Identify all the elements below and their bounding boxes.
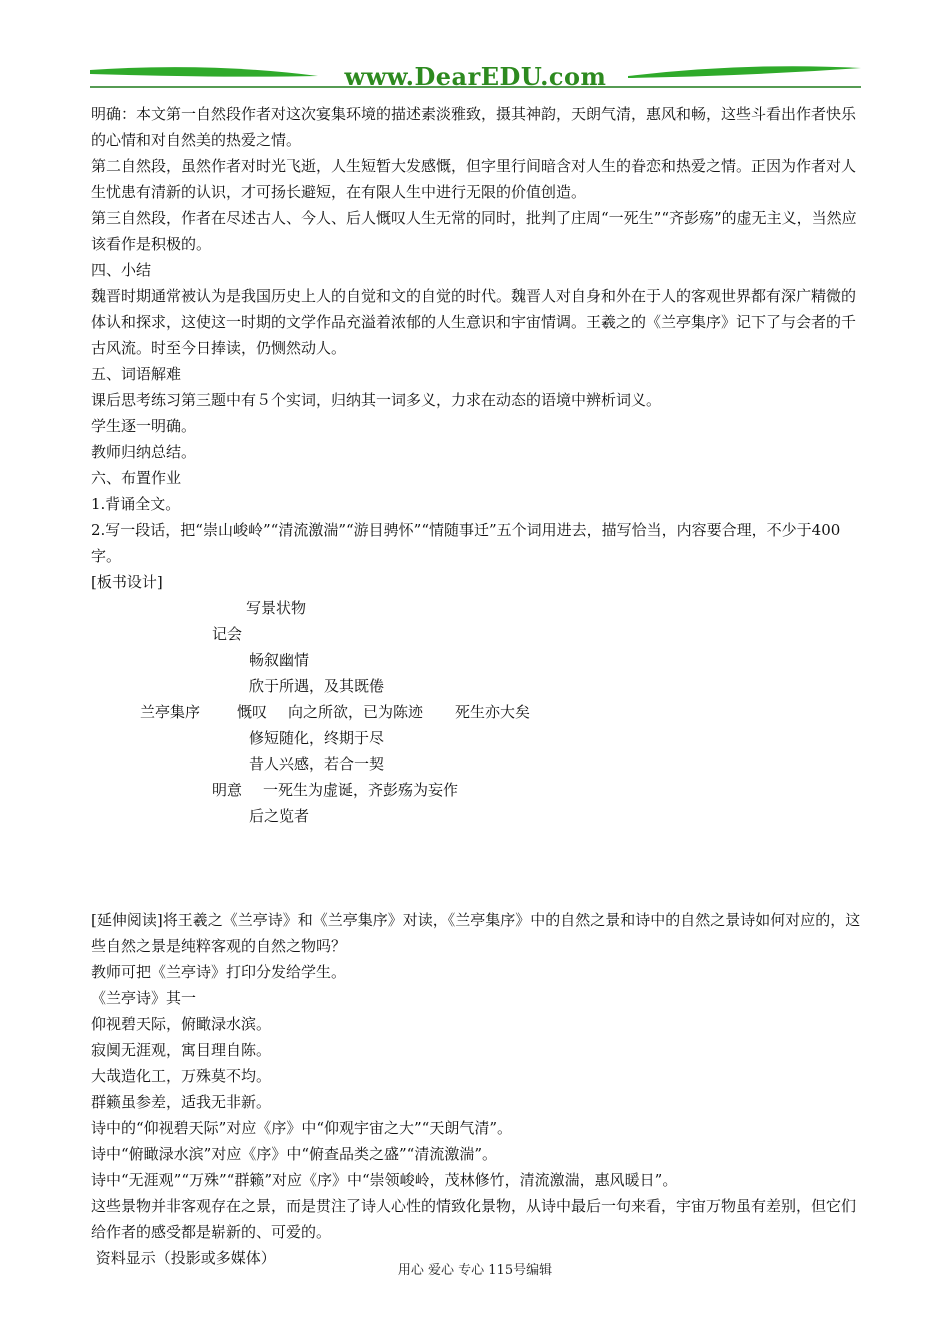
- paragraph: 诗中“俯瞰渌水滨”对应《序》中“俯查品类之盛”“清流激湍”。: [91, 1145, 498, 1163]
- poem-line: 寂阒无涯观，寓目理自陈。: [91, 1041, 272, 1059]
- paragraph: 教师归纳总结。: [91, 443, 197, 461]
- site-header: [88, 60, 863, 96]
- paragraph: 教师可把《兰亭诗》打印分发给学生。: [91, 963, 347, 981]
- paragraph: 魏晋时期通常被认为是我国历史上人的自觉和文的自觉的时代。魏晋人对自身和外在于人的客观世界都有深广精微的体认和探求，这使这一时期的文学作品充溢着浓郁的人生意识和宇宙情调。王羲之的《兰亭集序》记下了与会者的千古风流。时至今日捧读，仍恻然动人。: [91, 287, 857, 357]
- section-heading: 六、布置作业: [91, 469, 182, 487]
- board-design-outline: [91, 595, 861, 855]
- board-item: 一死生为虚诞，齐彭殇为妄作: [263, 781, 459, 799]
- paragraph: 第二自然段，虽然作者对时光飞逝，人生短暂大发感慨，但字里行间暗含对人生的眷恋和热爱之情。正因为作者对人生忧患有清新的认识，才可扬长避短，在有限人生中进行无限的价值创造。: [91, 157, 857, 201]
- board-item: 欣于所遇，及其既倦: [249, 677, 385, 695]
- paragraph: 诗中的“仰视碧天际”对应《序》中“仰观宇宙之大”“天朗气清”。: [91, 1119, 513, 1137]
- paragraph: 课后思考练习第三题中有５个实词，归纳其一词多义，力求在动态的语境中辨析词义。: [91, 391, 662, 409]
- section-label: [板书设计]: [91, 573, 163, 591]
- paragraph: [延伸阅读]将王羲之《兰亭诗》和《兰亭集序》对读，《兰亭集序》中的自然之景和诗中的自然之景诗如何对应的，这些自然之景是纯粹客观的自然之物吗？: [91, 911, 861, 955]
- board-branch: 明意: [212, 781, 243, 799]
- board-branch: 慨叹: [237, 703, 268, 721]
- spacer: [91, 855, 861, 907]
- board-item: 写景状物: [246, 599, 307, 617]
- poem-line: 大哉造化工，万殊莫不均。: [91, 1067, 272, 1085]
- paragraph: 资料显示（投影或多媒体）: [91, 1249, 276, 1267]
- paragraph: 学生逐一明确。: [91, 417, 197, 435]
- section-heading: 四、小结: [91, 261, 152, 279]
- poem-line: 群籁虽参差，适我无非新。: [91, 1093, 272, 1111]
- board-branch: 记会: [212, 625, 243, 643]
- poem-title: 《兰亭诗》其一: [91, 989, 197, 1007]
- board-root: 兰亭集序: [140, 703, 201, 721]
- paragraph: 明确：本文第一自然段作者对这次宴集环境的描述素淡雅致，摄其神韵，天朗气清，惠风和畅，这些斗看出作者快乐的心情和对自然美的热爱之情。: [91, 105, 857, 149]
- page-footer: 用心 爱心 专心 115号编辑: [397, 1263, 553, 1278]
- board-item: 死生亦大矣: [455, 703, 531, 721]
- list-item: 2.写一段话，把“崇山峻岭”“清流激湍”“游目骋怀”“情随事迁”五个词用进去，描写恰当，内容要合理，不少于400字。: [91, 521, 841, 565]
- list-item: 1.背诵全文。: [91, 495, 181, 513]
- board-item: 向之所欲，已为陈迹: [288, 703, 424, 721]
- paragraph: 第三自然段，作者在尽述古人、今人、后人慨叹人生无常的同时，批判了庄周“一死生”“齐彭殇”的虚无主义，当然应该看作是积极的。: [91, 209, 857, 253]
- board-item: 修短随化，终期于尽: [249, 729, 385, 747]
- site-logo[interactable]: www.DearEDU.com: [344, 62, 607, 91]
- board-item: 后之览者: [249, 807, 310, 825]
- paragraph: 诗中“无涯观”“万殊”“群籁”对应《序》中“崇领峻岭，茂林修竹，清流激湍，惠风暖日”。: [91, 1171, 678, 1189]
- paragraph: 这些景物并非客观存在之景，而是贯注了诗人心性的情致化景物，从诗中最后一句来看，宇宙万物虽有差别，但它们给作者的感受都是崭新的、可爱的。: [91, 1197, 857, 1241]
- section-heading: 五、词语解难: [91, 365, 182, 383]
- board-item: 畅叙幽情: [249, 651, 310, 669]
- board-item: 昔人兴感，若合一契: [249, 755, 385, 773]
- poem-line: 仰视碧天际，俯瞰渌水滨。: [91, 1015, 272, 1033]
- document-body: [91, 101, 861, 1271]
